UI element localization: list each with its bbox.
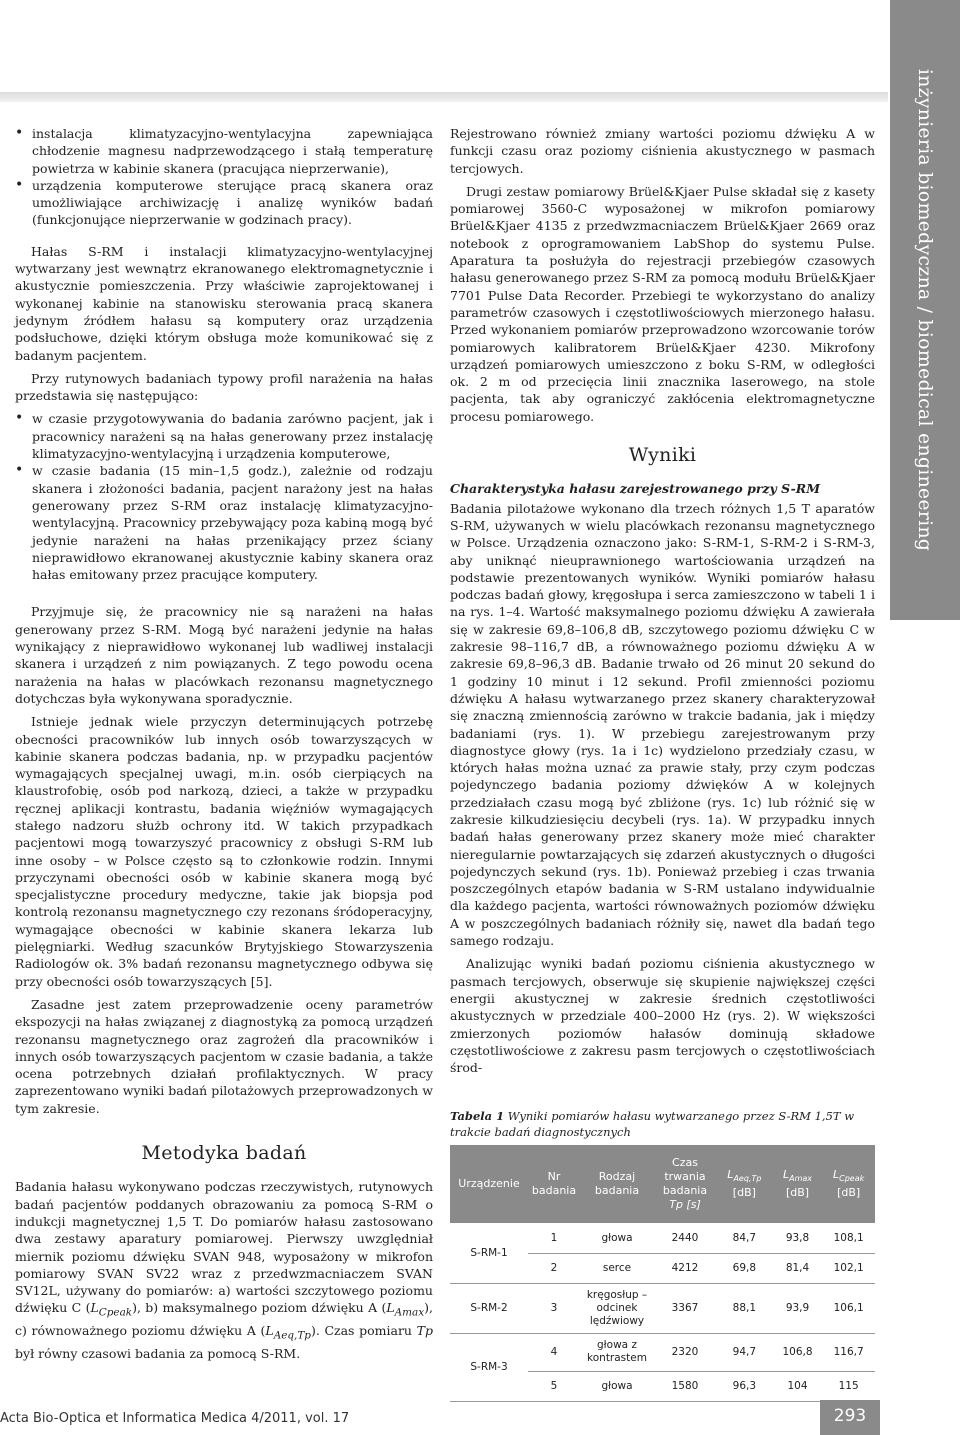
- table-cell: 115: [822, 1371, 875, 1401]
- symbol: L: [727, 1167, 734, 1181]
- table-cell: 106,1: [822, 1283, 875, 1333]
- table-row: [450, 1223, 875, 1253]
- table-cell: 2320: [654, 1333, 716, 1371]
- table-cell: 108,1: [822, 1223, 875, 1253]
- text: ), b) maksymalnego poziom dźwięku A (: [132, 1300, 387, 1316]
- table-cell: 2440: [654, 1223, 716, 1253]
- list-item: • w czasie badania (15 min–1,5 godz.), zależnie od rodzaju skanera i złożoności badania, pacjent narażony jest na hałas generowany przez S-RM oraz instalację klimatyzacyjno-wentylacyjną. Pracownicy przebywający poza kabiną mogą być jedynie narażeni na hałas przenikający przez ściany nieprawidłowo ekranowanej akustycznie kabiny skanera oraz hałas emitowany przez pracujące komputery.: [15, 462, 433, 583]
- text: był równy czasowi badania za pomocą S-RM.: [15, 1346, 301, 1361]
- table-cell: głowa: [580, 1371, 654, 1401]
- table-cell: 3367: [654, 1283, 716, 1333]
- page-number: 293: [820, 1400, 880, 1435]
- table-cell: 81,4: [773, 1253, 823, 1283]
- text: Hałas S-RM i instalacji klimatyzacyjno-wentylacyjnej wytwarzany jest wewnątrz ekranowanego elektromagnetycznie i akustycznie pomieszczenia.: [15, 243, 433, 294]
- paragraph: Drugi zestaw pomiarowy Brüel&Kjaer Pulse składał się z kasety pomiarowej 3560-C wyposażonej w mikrofon pomiarowy Brüel&Kjaer 4135 z przedwzmacniaczem Brüel&Kjaer 2669 oraz notebook z oprogramowaniem LabShop do systemu Pulse. Aparatura ta posłużyła do rejestracji przebiegów czasowych hałasu generowanego przez S-RM za pomocą modułu Brüel&Kjaer 7701 Pulse Data Recorder. Przebiegi te wykorzystano do analizy parametrów czasowych i częstotliwościowych mierzonego hałasu. Przed wykonaniem pomiarów przeprowadzono wzorcowanie torów pomiarowych kalibratorem Brüel&Kjaer 4230. Mikrofony urządzeń pomiarowych umieszczono z boku S-RM, w odległości ok. 2 m od przecięcia linii znacznika laserowego, na stole pacjenta, tak aby ograniczyć zakłócenia elektromagnetyczne procesu pomiarowego.: [450, 183, 875, 424]
- table-cell-device: S-RM-2: [450, 1283, 528, 1333]
- journal-footer: Acta Bio-Optica et Informatica Medica 4/2011, vol. 17: [0, 1411, 350, 1426]
- section-heading-results: Wyniki: [628, 444, 697, 467]
- text: Przy właściwie zaprojektowanej i wykonanej kabinie na stanowisku sterowania pracą skanera jedynym źródłem hałasu są komputery oraz urządzenia podsłuchowe, dzięki którym obsługa może komunikować się z badanym pacjentem.: [15, 278, 433, 363]
- paragraph: Analizując wyniki badań poziomu ciśnienia akustycznego w pasmach tercjowych, obserwuje się skupienie największej części energii akustycznej w zakresie średnich częstotliwości akustycznych w przedziale 400–2000 Hz (rys. 2). W większości zmierzonych poziomów hałasów dominują składowe częstotliwościowe z zakresu pasm tercjowych o częstotliwościach środ-: [450, 956, 875, 1076]
- table-row: [450, 1283, 875, 1333]
- col-header-kind: Rodzaj badania: [580, 1145, 654, 1223]
- list-item: • urządzenia komputerowe sterujące pracą skanera oraz umożliwiające archiwizację i analizę wyników badań (funkcjonujące nieprzerwanie w godzinach pracy).: [15, 177, 433, 229]
- paragraph: Istnieje jednak wiele przyczyn determinujących potrzebę obecności pracowników lub innych osób towarzyszących w kabinie skanera podczas badania, np. w przypadku pacjentów wymagających specjalnej uwagi, m.in. osób cierpiących na klaustrofobię, osób pod narkozą, dzieci, a także w przypadku ręcznej aplikacji kontrastu, badania więźniów wymagających stałego nadzoru służb ochrony itd. W takich przypadkach pacjentowi mogą towarzyszyć pracownicy z obsługi S-RM lub inne osoby – w Polsce często są to członkowie rodzin. Innymi przyczynami obecności osób w kabinie skanera mogą być specjalistyczne procedury medyczne, takie jak biopsja pod kontrolą rezonansu magnetycznego czy rezonans śródoperacyjny, wymagające obecności w kabinie skanera lekarza lub pielęgniarki. Według szacunków Brytyjskiego Stowarzyszenia Radiologów ok. 3% badań rezonansu magnetycznego odbywa się przy obecności osób towarzyszących [5].: [15, 714, 433, 989]
- paragraph: Przy rutynowych badaniach typowy profil narażenia na hałas przedstawia się następująco:: [15, 370, 433, 404]
- header-unit: [dB]: [785, 1186, 810, 1200]
- table-cell: 2: [528, 1253, 580, 1283]
- table-caption: [450, 1108, 875, 1140]
- table-cell: 102,1: [822, 1253, 875, 1283]
- table-cell: serce: [580, 1253, 654, 1283]
- table-cell: 96,3: [716, 1371, 773, 1401]
- paragraph: Rejestrowano również zmiany wartości poziomu dźwięku A w funkcji czasu oraz poziomy ciśnienia akustycznego w pasmach tercjowych.: [450, 126, 875, 176]
- table-cell: 106,8: [773, 1333, 823, 1371]
- table-cell: 69,8: [716, 1253, 773, 1283]
- text: ), c) równoważnego poziomu dźwięku A (: [15, 1300, 433, 1339]
- table-cell: kręgosłup – odcinek lędźwiowy: [580, 1283, 654, 1333]
- table-cell: 93,8: [773, 1223, 823, 1253]
- col-header-laeq: [716, 1145, 773, 1223]
- paragraph: [15, 243, 433, 364]
- col-header-time: [654, 1145, 716, 1223]
- header-bar: [0, 92, 888, 102]
- subscript: Amax: [394, 1306, 425, 1319]
- table-header-row: [450, 1145, 875, 1223]
- symbol: L: [90, 1300, 99, 1316]
- symbol: L: [265, 1323, 274, 1339]
- text: ). Czas pomiaru: [310, 1323, 417, 1339]
- sidebar-label: inżynieria biomedyczna / biomedical engineering: [914, 68, 936, 552]
- header-unit: [dB]: [837, 1186, 861, 1200]
- list-item: • instalacja klimatyzacyjno-wentylacyjna zapewniająca chłodzenie magnesu nadprzewodzącego i stałą temperaturę powietrza w kabinie skanera (pracująca nieprzerwanie),: [15, 125, 433, 177]
- table-cell: 116,7: [822, 1333, 875, 1371]
- subscript: Cpeak: [98, 1306, 133, 1319]
- exposure-list: [15, 410, 433, 583]
- symbol: L: [782, 1167, 790, 1181]
- table-cell-device: S-RM-1: [450, 1223, 528, 1283]
- col-header-lcpeak: [822, 1145, 875, 1223]
- symbol: Tp: [416, 1323, 433, 1339]
- section-heading-methods: Metodyka badań: [141, 1142, 307, 1165]
- table-cell: 4: [528, 1333, 580, 1371]
- header-text: Czas trwania badania: [662, 1156, 708, 1197]
- table-cell-device: S-RM-3: [450, 1333, 528, 1401]
- text: Badania hałasu wykonywano podczas rzeczywistych, rutynowych badań pacjentów poddanych obrazowaniu za pomocą S-RM o indukcji magnetycznej 1,5 T. Do pomiarów hałasu zastosowano dwa zestawy aparatury pomiarowej. Pierwszy uwzględniał miernik poziomu dźwięku SVAN 948, wyposażony w mikrofon pomiarowy SVAN SV22 wraz z przedwzmacniaczem SVAN SV12L, używany do pomiarów: a) wartości szczytowego poziomu dźwięku C (: [15, 1179, 433, 1316]
- subscript: Aeq,Tp: [733, 1174, 762, 1184]
- results-table: [450, 1145, 875, 1402]
- col-header-device: Urządzenie: [450, 1145, 528, 1223]
- header-unit: [dB]: [732, 1186, 756, 1200]
- list-item: • w czasie przygotowywania do badania zarówno pacjent, jak i pracownicy narażeni są na hałas generowany przez instalację klimatyzacyjno-wentylacyjną i urządzenia komputerowe,: [15, 410, 433, 462]
- caption-label: Tabela 1: [450, 1109, 505, 1123]
- table-cell: 4212: [654, 1253, 716, 1283]
- paragraph: Przyjmuje się, że pracownicy nie są narażeni na hałas generowany przez S-RM. Mogą być narażeni jedynie na hałas wynikający z nieprawidłowo wykonanej lub wadliwej instalacji skanera i urządzeń z nim powiązanych. Z tego powodu ocena narażenia na hałas w placówkach rezonansu magnetycznego dotychczas była wykonywana sporadycznie.: [15, 604, 433, 706]
- table-cell: głowa: [580, 1223, 654, 1253]
- equipment-list: [15, 125, 433, 229]
- table-cell: 88,1: [716, 1283, 773, 1333]
- right-column: [450, 125, 875, 1082]
- col-header-lamax: [773, 1145, 823, 1223]
- table-cell: 93,9: [773, 1283, 823, 1333]
- table-cell: 5: [528, 1371, 580, 1401]
- table-cell: 1580: [654, 1371, 716, 1401]
- caption-text: Wyniki pomiarów hałasu wytwarzanego przez S-RM 1,5T w trakcie badań diagnostycznych: [450, 1109, 855, 1139]
- subscript: Amax: [789, 1174, 813, 1184]
- header-unit: Tp [s]: [669, 1198, 701, 1211]
- section-sidebar: [890, 0, 960, 620]
- col-header-nr: Nr badania: [528, 1145, 580, 1223]
- table-row: [450, 1333, 875, 1371]
- subsection-heading: Charakterystyka hałasu zarejestrowanego przy S-RM: [450, 481, 821, 497]
- subscript: Cpeak: [839, 1174, 865, 1184]
- paragraph: [15, 1178, 433, 1362]
- table-cell: 94,7: [716, 1333, 773, 1371]
- subscript: Aeq,Tp: [273, 1329, 311, 1342]
- table-cell: 1: [528, 1223, 580, 1253]
- table-cell: 3: [528, 1283, 580, 1333]
- paragraph: Zasadne jest zatem przeprowadzenie oceny parametrów ekspozycji na hałas związanej z diagnostyką za pomocą urządzeń rezonansu magnetycznego oraz zagrożeń dla pracowników i innych osób towarzyszących pacjentom w czasie badania, a także ocena potrzebnych działań profilaktycznych. W pracy zaprezentowano wyniki badań pilotażowych przeprowadzonych w tym zakresie.: [15, 996, 433, 1116]
- symbol: L: [386, 1300, 395, 1316]
- table-cell: głowa z kontrastem: [580, 1333, 654, 1371]
- table-cell: 104: [773, 1371, 823, 1401]
- left-column: [15, 125, 433, 1368]
- table-cell: 84,7: [716, 1223, 773, 1253]
- paragraph: Badania pilotażowe wykonano dla trzech różnych 1,5 T aparatów S-RM, używanych w wielu placówkach rezonansu magnetycznego w Polsce. Urządzenia oznaczono jako: S-RM-1, S-RM-2 i S-RM-3, aby uniknąć nieuprawnionego wartościowania urządzeń na podstawie prezentowanych wyników. Wyniki pomiarów hałasu podczas badań głowy, kręgosłupa i serca zamieszczono w tabeli 1 i na rys. 1–4. Wartość maksymalnego poziomu dźwięku A zawierała się w zakresie 69,8–106,8 dB, szczytowego poziomu dźwięku C w zakresie 98–116,7 dB, a równoważnego poziomu dźwięku A w zakresie 69,8–96,3 dB. Badanie trwało od 26 minut 20 sekund do 1 godziny 10 minut i 12 sekund. Profil zmienności poziomu dźwięku A hałasu wytwarzanego przez skanery charakteryzował się znaczną zmiennością zarówno w trakcie badania, jak i między badaniami (rys. 1). W przebiegu zarejestrowanym przy diagnostyce głowy (rys. 1a i 1c) wydzielono przedziały czasu, w których hałas można uznać za prawie stały, przy czym podczas pojedynczego badania poziomy dźwięków A w kolejnych przedziałach czasu mogą być zbliżone (rys. 1c) lub różnić się w zakresie kilkudziesięciu decybeli (rys. 1a). W przypadku innych badań hałas generowany przez skanery może mieć charakter nieregularnie powtarzających się zdarzeń akustycznych o długości pojedynczych sekund (rys. 1b). Ponieważ przebieg i czas trwania poszczególnych etapów badania w S-RM ustalano indywidualnie dla każdego pacjenta, wartości równoważnych poziomów dźwięku A w poszczególnych badaniach różniły się, nawet dla badań tego samego rodzaju.: [450, 500, 875, 949]
- symbol: L: [833, 1167, 840, 1181]
